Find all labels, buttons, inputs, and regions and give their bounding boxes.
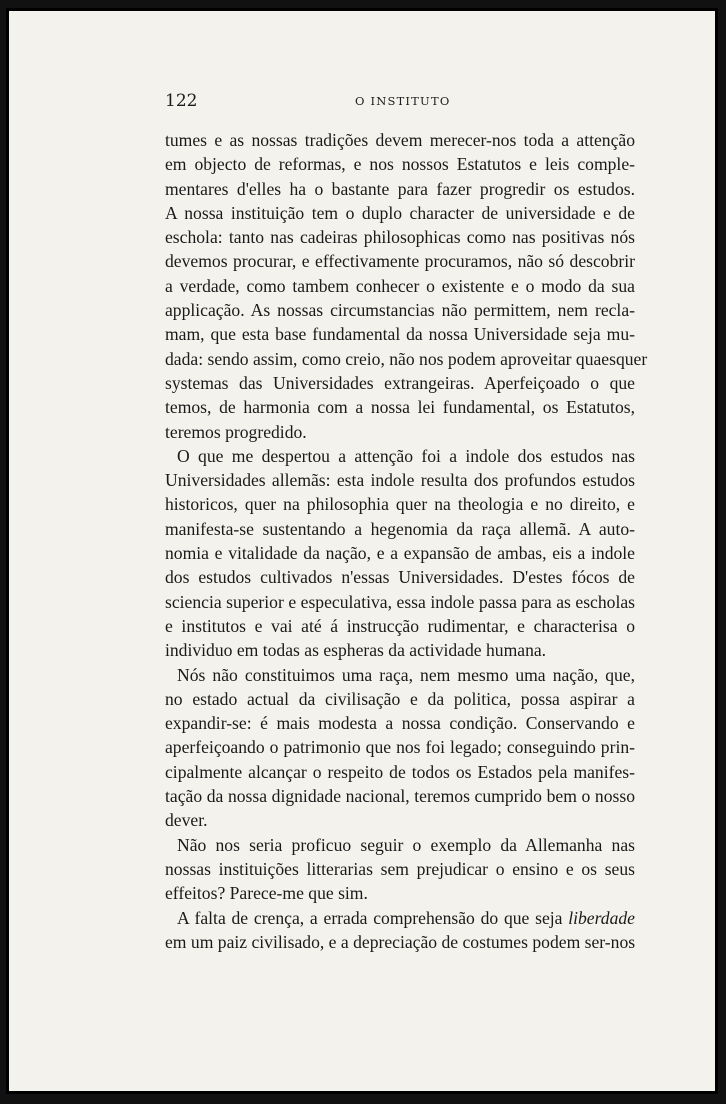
text-line: no estado actual da civilisação e da politica, possa aspirar a <box>165 688 635 709</box>
text-line: tação da nossa dignidade nacional, teremos cumprido bem o nosso <box>165 786 635 807</box>
text-line: cipalmente alcançar o respeito de todos os Estados pela manifes- <box>165 761 635 782</box>
text-line-lead: A falta de crença, a errada comprehensão do que seja <box>177 907 569 928</box>
text-line: Não nos seria proficuo seguir o exemplo da Allemanha nas <box>177 834 635 855</box>
text-line: sciencia superior e especulativa, essa indole passa para as escholas <box>165 591 635 612</box>
text-line: nossas instituições litterarias sem prejudicar o ensino e os seus <box>165 858 635 879</box>
text-line: Nós não constituimos uma raça, nem mesmo uma nação, que, <box>177 664 635 685</box>
text-line: A nossa instituição tem o duplo character de universidade e de <box>165 202 635 223</box>
italic-term: liberdade <box>568 907 635 928</box>
running-title: O INSTITUTO <box>355 94 451 108</box>
text-line: dos estudos cultivados n'essas Universidades. D'estes fócos de <box>165 567 635 588</box>
text-line: aperfeiçoando o patrimonio que nos foi legado; conseguindo prin- <box>165 737 635 758</box>
text-line: Universidades allemãs: esta indole resulta dos profundos estudos <box>165 470 635 491</box>
text-line: individuo em todas as espheras da actividade humana. <box>165 640 547 661</box>
text-line: devemos procurar, e effectivamente procuramos, não só descobrir <box>165 251 635 272</box>
text-line: mentares d'elles ha o bastante para fazer progredir os estudos. <box>165 178 635 199</box>
text-line: teremos progredido. <box>165 421 307 442</box>
body-text <box>165 128 648 954</box>
text-line: dever. <box>165 810 208 831</box>
text-line: effeitos? Parece-me que sim. <box>165 883 368 904</box>
text-line: applicação. As nossas circumstancias não permittem, nem recla- <box>165 300 635 321</box>
text-line: dada: sendo assim, como creio, não nos podem aproveitar quaesquer <box>165 348 648 369</box>
text-line: expandir-se: é mais modesta a nossa condição. Conservando e <box>165 713 635 734</box>
text-line: a verdade, como tambem conhecer o existente e o modo da sua <box>165 275 635 296</box>
text-line: systemas das Universidades extrangeiras. Aperfeiçoado o que <box>165 372 635 393</box>
text-line: temos, de harmonia com a nossa lei fundamental, os Estatutos, <box>165 397 635 418</box>
text-line: O que me despertou a attenção foi a indole dos estudos nas <box>177 445 635 466</box>
text-line: historicos, quer na philosophia quer na theologia e no direito, e <box>165 494 635 515</box>
text-line <box>165 906 635 930</box>
text-line: mam, que esta base fundamental da nossa Universidade seja mu- <box>165 324 635 345</box>
text-line: nomia e vitalidade da nação, e a expansão de ambas, eis a indole <box>165 543 635 564</box>
text-line: e institutos e vai até á instrucção rudimentar, e characterisa o <box>165 615 635 636</box>
page-number: 122 <box>165 91 198 111</box>
text-line: em um paiz civilisado, e a depreciação de costumes podem ser-nos <box>165 931 636 952</box>
text-line: em objecto de reformas, e nos nossos Estatutos e leis comple- <box>165 154 635 175</box>
running-header <box>165 91 635 113</box>
text-line: eschola: tanto nas cadeiras philosophicas como nas positivas nós <box>165 227 635 248</box>
text-line: tumes e as nossas tradições devem merecer-nos toda a attenção <box>165 130 635 150</box>
text-line: manifesta-se sustentando a hegenomia da raça allemã. A auto- <box>165 518 635 539</box>
